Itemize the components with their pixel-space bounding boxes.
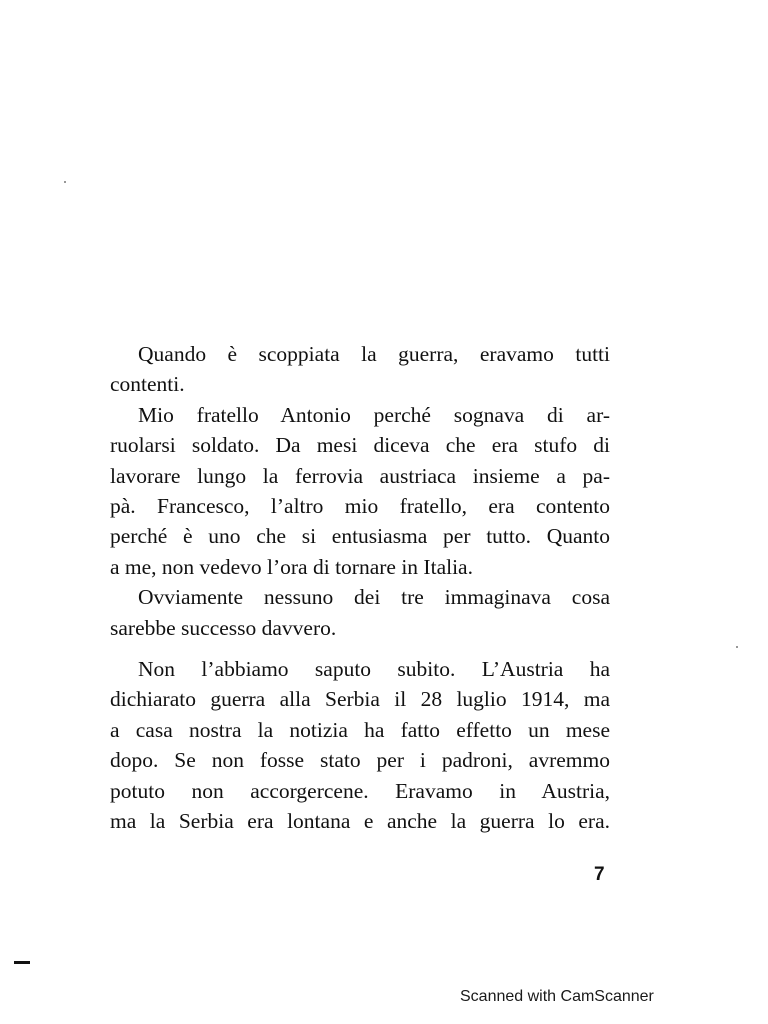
scanner-watermark: Scanned with CamScanner	[460, 988, 654, 1005]
text-line: ruolarsi soldato. Da mesi diceva che era stufo di	[110, 433, 610, 458]
paragraph-3	[110, 582, 610, 643]
paragraph-1	[110, 339, 610, 400]
text-line: perché è uno che si entusiasma per tutto. Quanto	[110, 524, 610, 549]
text-block-second	[110, 654, 610, 836]
text-block-first	[110, 339, 610, 643]
text-line: pà. Francesco, l’altro mio fratello, era contento	[110, 494, 610, 519]
text-line: Ovviamente nessuno dei tre immaginava cosa	[138, 585, 610, 610]
text-line: Non l’abbiamo saputo subito. L’Austria ha	[138, 657, 610, 681]
text-line: Quando è scoppiata la guerra, eravamo tutti	[138, 342, 610, 366]
text-line: a me, non vedevo l’ora di tornare in Italia.	[110, 554, 473, 579]
text-line: contenti.	[110, 372, 185, 397]
text-line: lavorare lungo la ferrovia austriaca insieme a pa-	[110, 463, 610, 488]
text-line: Mio fratello Antonio perché sognava di ar-	[138, 402, 610, 427]
scan-edge-mark	[14, 961, 30, 964]
text-line: dopo. Se non fosse stato per i padroni, avremmo	[110, 748, 610, 773]
text-line: a casa nostra la notizia ha fatto effetto un mese	[110, 717, 610, 742]
scan-speck	[736, 646, 738, 648]
text-line: sarebbe successo davvero.	[110, 615, 337, 640]
text-line: dichiarato guerra alla Serbia il 28 luglio 1914, ma	[110, 687, 610, 712]
paragraph-2	[110, 400, 610, 582]
text-line: potuto non accorgercene. Eravamo in Austria,	[110, 778, 610, 803]
paragraph-4	[110, 654, 610, 836]
page-number: 7	[594, 864, 605, 885]
scan-speck	[64, 181, 66, 183]
text-line: ma la Serbia era lontana e anche la guerra lo era.	[110, 809, 610, 834]
